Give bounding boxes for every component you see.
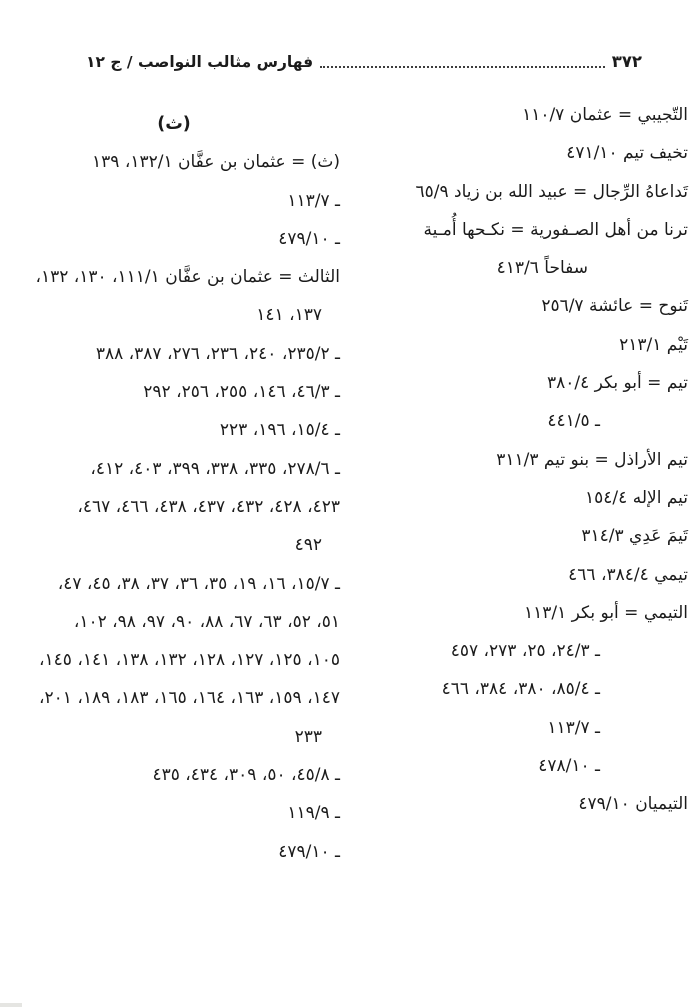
index-columns: [8, 96, 688, 871]
index-entry-line: (ث) = عثمان بن عفَّان ١٣٢/١، ١٣٩: [92, 152, 340, 173]
index-entry-line: التيمي = أبو بكر ١١٣/١: [523, 602, 688, 623]
index-entry-line: ـ ١١٣/٧: [547, 717, 600, 738]
index-entry-line: ٥١، ٥٢، ٦٣، ٦٧، ٨٨، ٩٠، ٩٧، ٩٨، ١٠٢،: [73, 611, 340, 632]
index-entry-line: ـ ٢٤/٣، ٢٥، ٢٧٣، ٤٥٧: [450, 641, 600, 662]
index-entry-line: ـ ١٥/٤، ١٩٦، ٢٢٣: [219, 420, 340, 441]
index-entry-line: ٢٣٣: [294, 726, 322, 747]
index-entry-line: تيم الإله ١٥٤/٤: [585, 487, 688, 508]
index-entry-line: الثالث = عثمان بن عفَّان ١١١/١، ١٣٠، ١٣٢،: [35, 267, 340, 288]
index-entry-line: تَيْم ٢١٣/١: [619, 334, 688, 355]
index-entry-line: تَداعاهُ الرِّجال = عبيد الله بن زياد ٦٥/٩: [415, 181, 688, 202]
index-entry-line: التّجيبي = عثمان ١١٠/٧: [522, 105, 688, 125]
index-entry-line: ١٠٥، ١٢٥، ١٢٧، ١٢٨، ١٣٢، ١٣٨، ١٤١، ١٤٥،: [39, 650, 340, 671]
dotted-leader: [320, 66, 605, 68]
index-entry-line: تَنوح = عائشة ٢٥٦/٧: [541, 296, 688, 317]
index-entry-line: ـ ٤٤١/٥: [547, 411, 600, 432]
book-title: فهارس مثالب النواصب / ج ١٢: [86, 53, 314, 71]
index-entry-line: ترنا من أهل الصـفورية = نكـحها أُمـية: [423, 219, 688, 240]
index-entry-line: ـ ٤٧٨/١٠: [538, 756, 600, 777]
index-entry-line: ـ ٢٧٨/٦، ٣٣٥، ٣٣٨، ٣٩٩، ٤٠٣، ٤١٢،: [90, 458, 340, 479]
index-entry-line: تخيف تيم ٤٧١/١٠: [566, 143, 688, 164]
index-entry-line: ٤٩٢: [294, 535, 322, 556]
index-entry-line: ١٣٧، ١٤١: [256, 305, 322, 326]
left-column-lines: [8, 143, 340, 871]
index-entry-line: ـ ٤٧٩/١٠: [278, 841, 340, 862]
index-entry-line: ـ ٤٦/٣، ١٤٦، ٢٥٥، ٢٥٦، ٢٩٢: [143, 382, 340, 403]
index-entry-line: ـ ٨٥/٤، ٣٨٠، ٣٨٤، ٤٦٦: [441, 679, 600, 700]
section-letter-heading: (ث): [157, 114, 191, 134]
page-header: [86, 52, 642, 72]
index-entry-line: ـ ١١٩/٩: [287, 803, 340, 824]
index-entry-line: ١٤٧، ١٥٩، ١٦٣، ١٦٤، ١٦٥، ١٨٣، ١٨٩، ٢٠١،: [39, 688, 340, 709]
index-entry-line: تَيمَ عَدِي ٣١٤/٣: [581, 526, 688, 547]
index-entry-line: ٤٢٣، ٤٢٨، ٤٣٢، ٤٣٧، ٤٣٨، ٤٦٦، ٤٦٧،: [77, 496, 340, 517]
index-entry-line: ـ ٤٧٩/١٠: [278, 228, 340, 249]
index-column-left: [8, 96, 340, 871]
index-entry-line: تيم = أبو بكر ٣٨٠/٤: [546, 373, 688, 394]
index-entry-line: ـ ١١٣/٧: [287, 190, 340, 211]
index-entry-line: ـ ٤٥/٨، ٥٠، ٣٠٩، ٤٣٤، ٤٣٥: [152, 765, 340, 786]
index-entry-line: التيميان ٤٧٩/١٠: [578, 794, 688, 815]
scan-corner-smudge: [0, 1003, 22, 1007]
index-entry-line: ـ ٢٣٥/٢، ٢٤٠، ٢٣٦، ٢٧٦، ٣٨٧، ٣٨٨: [95, 343, 340, 364]
page-number: ٣٧٢: [611, 52, 642, 71]
right-column-lines: [356, 96, 688, 824]
index-entry-line: سفاحاً ٤١٣/٦: [496, 258, 588, 279]
index-entry-line: تيم الأراذل = بنو تيم ٣١١/٣: [496, 449, 688, 470]
index-entry-line: ـ ١٥/٧، ١٦، ١٩، ٣٥، ٣٦، ٣٧، ٣٨، ٤٥، ٤٧،: [57, 573, 340, 594]
index-entry-line: تيمي ٣٨٤/٤، ٤٦٦: [568, 564, 688, 585]
index-column-right: [356, 96, 688, 871]
